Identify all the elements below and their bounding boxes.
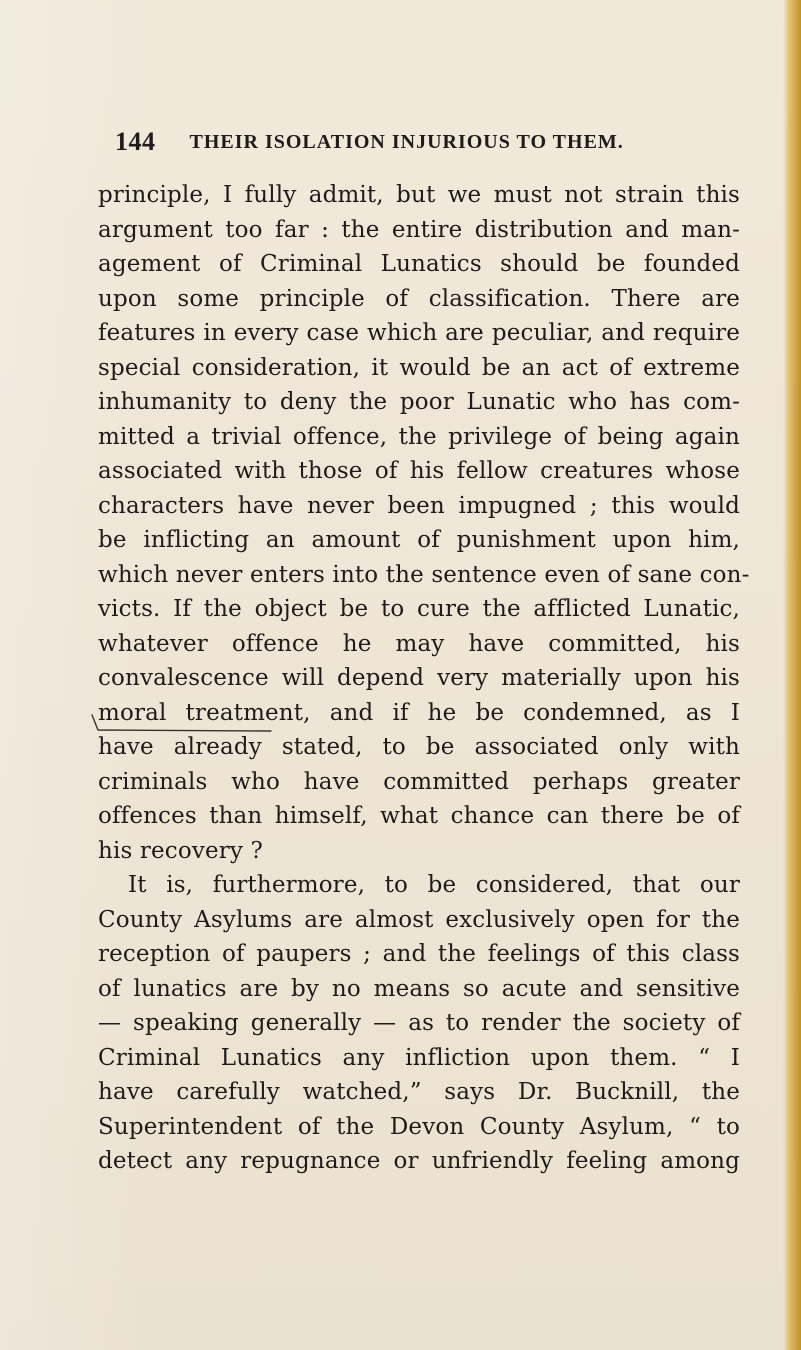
text-line: features in every case which are peculiar, and require: [98, 320, 740, 346]
page-number: 144: [115, 127, 156, 156]
text-line: moral treatment, and if he be condemned, as I: [98, 699, 740, 726]
text-line: County Asylums are almost exclusively open for the: [98, 906, 740, 933]
text-line: argument too far : the entire distribution and man-: [98, 216, 740, 243]
text-line: — speaking generally — as to render the society of: [98, 1010, 740, 1036]
text-line: whatever offence he may have committed, his: [98, 630, 740, 657]
text-line: convalescence will depend very materially upon his: [98, 665, 740, 691]
text-line: mitted a trivial offence, the privilege of being again: [98, 423, 740, 450]
text-line: his recovery ?: [98, 837, 263, 864]
text-line: offences than himself, what chance can there be of: [98, 803, 740, 829]
text-line: characters have never been impugned ; this would: [98, 492, 740, 519]
text-line: criminals who have committed perhaps greater: [98, 768, 740, 795]
text-line: of lunatics are by no means so acute and sensitive: [98, 975, 740, 1002]
running-head: THEIR ISOLATION INJURIOUS TO THEM.: [189, 130, 624, 153]
text-line: have carefully watched,” says Dr. Bucknill, the: [98, 1079, 740, 1105]
text-line: agement of Criminal Lunatics should be founded: [98, 251, 740, 277]
text-line: which never enters into the sentence even of sane con-: [98, 561, 750, 588]
text-line: detect any repugnance or unfriendly feeling among: [98, 1148, 740, 1174]
text-line: Superintendent of the Devon County Asylum, “ to: [98, 1113, 740, 1140]
text-line: have already stated, to be associated only with: [98, 734, 740, 760]
text-line: be inflicting an amount of punishment upon him,: [98, 527, 740, 553]
text-line: Criminal Lunatics any infliction upon them. “ I: [98, 1044, 740, 1071]
text-line: inhumanity to deny the poor Lunatic who has com-: [98, 389, 740, 415]
text-line: associated with those of his fellow creatures whose: [98, 458, 740, 484]
page-header: [115, 126, 735, 158]
text-line: special consideration, it would be an act of extreme: [98, 354, 740, 381]
text-line: reception of paupers ; and the feelings of this class: [98, 941, 740, 967]
text-line: principle, I fully admit, but we must not strain this: [98, 182, 740, 208]
text-line: It is, furthermore, to be considered, that our: [128, 872, 740, 898]
text-line: upon some principle of classification. There are: [98, 285, 740, 312]
body-text: [98, 178, 750, 1179]
text-line: victs. If the object be to cure the afflicted Lunatic,: [98, 596, 740, 622]
